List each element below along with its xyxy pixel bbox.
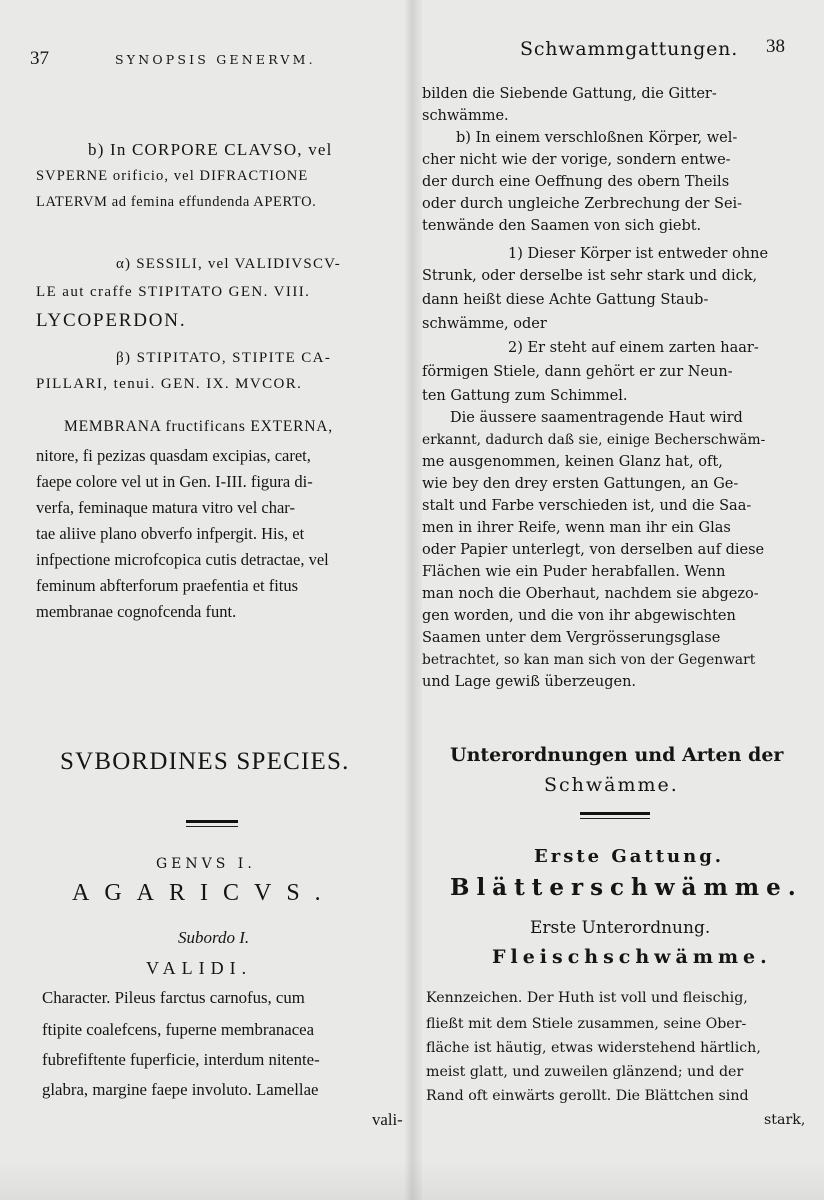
text-line: feminum abfterforum praefentia et fitus xyxy=(36,576,299,595)
text-line: Saamen unter dem Vergrösserungsglase xyxy=(422,630,721,646)
text-line: infpectione microfcopica cutis detractae, vel xyxy=(36,550,329,569)
text-line: schwämme, oder xyxy=(422,316,547,332)
text-line: 1) Dieser Körper ist entweder ohne xyxy=(508,246,769,262)
text-line: nitore, fi pezizas quasdam excipias, caret, xyxy=(36,446,311,465)
text-line: b) In einem verschloßnen Körper, wel- xyxy=(456,130,738,146)
text-line: 2) Er steht auf einem zarten haar- xyxy=(508,340,759,356)
text-line: betrachtet, so kan man sich von der Gegenwart xyxy=(422,652,756,668)
text-line: MEMBRANA fructificans EXTERNA, xyxy=(64,418,333,435)
text-line: membranae cognofcenda funt. xyxy=(36,602,237,621)
text-line: der durch eine Oeffnung des obern Theils xyxy=(422,174,730,190)
character-line: fließt mit dem Stiele zusammen, seine Ober- xyxy=(426,1016,747,1032)
text-line: me ausgenommen, keinen Glanz hat, oft, xyxy=(422,454,723,470)
text-line: oder Papier unterlegt, von derselben auf diese xyxy=(422,542,765,558)
ornament-rule xyxy=(580,812,650,815)
page-bottom-shade xyxy=(0,1160,824,1200)
text-line: Die äussere saamentragende Haut wird xyxy=(450,410,743,426)
subordo-name: VALIDI. xyxy=(146,958,253,978)
character-line: Rand oft einwärts gerollt. Die Blättchen sind xyxy=(426,1088,749,1104)
character-line: fläche ist häutig, etwas widerstehend härtlich, xyxy=(426,1040,761,1056)
text-line: man noch die Oberhaut, nachdem sie abgezo- xyxy=(422,586,759,602)
left-page-number: 37 xyxy=(30,48,49,69)
unterordnung-name: Fleischschwämme. xyxy=(492,946,772,968)
text-line: schwämme. xyxy=(422,108,509,124)
text-line: oder durch ungleiche Zerbrechung der Sei- xyxy=(422,196,743,212)
character-line: fubrefiftente fuperficie, interdum nitente- xyxy=(42,1050,320,1069)
right-page-number: 38 xyxy=(766,36,785,57)
unterordnung: Erste Unterordnung. xyxy=(530,918,711,938)
section-title-line-2: Schwämme. xyxy=(544,774,679,796)
text-line: ten Gattung zum Schimmel. xyxy=(422,388,628,404)
text-line: bilden die Siebende Gattung, die Gitter- xyxy=(422,86,717,102)
section-title: SVBORDINES SPECIES. xyxy=(60,748,350,775)
character-line: meist glatt, und zuweilen glänzend; und der xyxy=(426,1064,744,1080)
text-line: men in ihrer Reife, wenn man ihr ein Glas xyxy=(422,520,731,536)
text-line: erkannt, dadurch daß sie, einige Becherschwäm- xyxy=(422,432,766,448)
left-running-head: SYNOPSIS GENERVM. xyxy=(115,52,316,67)
character-line: ftipite coalefcens, fuperne membranacea xyxy=(42,1020,315,1039)
text-line: förmigen Stiele, dann gehört er zur Neun- xyxy=(422,364,733,380)
text-line: LYCOPERDON. xyxy=(36,310,187,331)
ornament-rule xyxy=(186,820,238,823)
text-line: verfa, feminaque matura vitro vel char- xyxy=(36,498,295,517)
text-line: dann heißt diese Achte Gattung Staub- xyxy=(422,292,709,308)
text-line: Flächen wie ein Puder herabfallen. Wenn xyxy=(422,564,726,580)
character-line: glabra, margine faepe involuto. Lamellae xyxy=(42,1080,319,1099)
genus-label: GENVS I. xyxy=(156,856,256,872)
section-title-line-1: Unterordnungen und Arten der xyxy=(450,744,784,766)
text-line: und Lage gewiß überzeugen. xyxy=(422,674,637,690)
character-line: vali- xyxy=(372,1110,403,1129)
text-line: Strunk, oder derselbe ist sehr stark und dick, xyxy=(422,268,758,284)
text-line: LATERVM ad femina effundenda APERTO. xyxy=(36,194,317,210)
subordo: Subordo I. xyxy=(178,928,250,947)
text-line: faepe colore vel ut in Gen. I-III. figura di- xyxy=(36,472,313,491)
text-line: PILLARI, tenui. GEN. IX. MVCOR. xyxy=(36,376,303,392)
ornament-rule-thin xyxy=(580,818,650,819)
text-line: α) SESSILI, vel VALIDIVSCV- xyxy=(116,256,341,272)
right-running-head: Schwammgattungen. xyxy=(520,38,739,60)
gattung-label: Erste Gattung. xyxy=(534,846,725,867)
text-line: wie bey den drey ersten Gattungen, an Ge- xyxy=(422,476,739,492)
text-line: stalt und Farbe verschieden ist, und die Saa- xyxy=(422,498,752,514)
gattung-name: Blätterschwämme. xyxy=(450,874,803,901)
text-line: tae aliive plano obverfo infpergit. His, et xyxy=(36,524,305,543)
genus-name: AGARICVS. xyxy=(72,880,336,906)
character-line: Kennzeichen. Der Huth ist voll und fleischig, xyxy=(426,990,748,1006)
text-line: gen worden, und die von ihr abgewischten xyxy=(422,608,736,624)
text-line: β) STIPITATO, STIPITE CA- xyxy=(116,350,332,366)
ornament-rule-thin xyxy=(186,826,238,827)
right-page xyxy=(412,0,824,1200)
text-line: b) In CORPORE CLAVSO, vel xyxy=(88,140,333,159)
character-line: Character. Pileus farctus carnofus, cum xyxy=(42,988,305,1007)
text-line: SVPERNE orificio, vel DIFRACTIONE xyxy=(36,168,309,184)
text-line: tenwände den Saamen von sich giebt. xyxy=(422,218,702,234)
text-line: LE aut craffe STIPITATO GEN. VIII. xyxy=(36,284,311,300)
character-line: stark, xyxy=(764,1112,806,1128)
text-line: cher nicht wie der vorige, sondern entwe- xyxy=(422,152,731,168)
